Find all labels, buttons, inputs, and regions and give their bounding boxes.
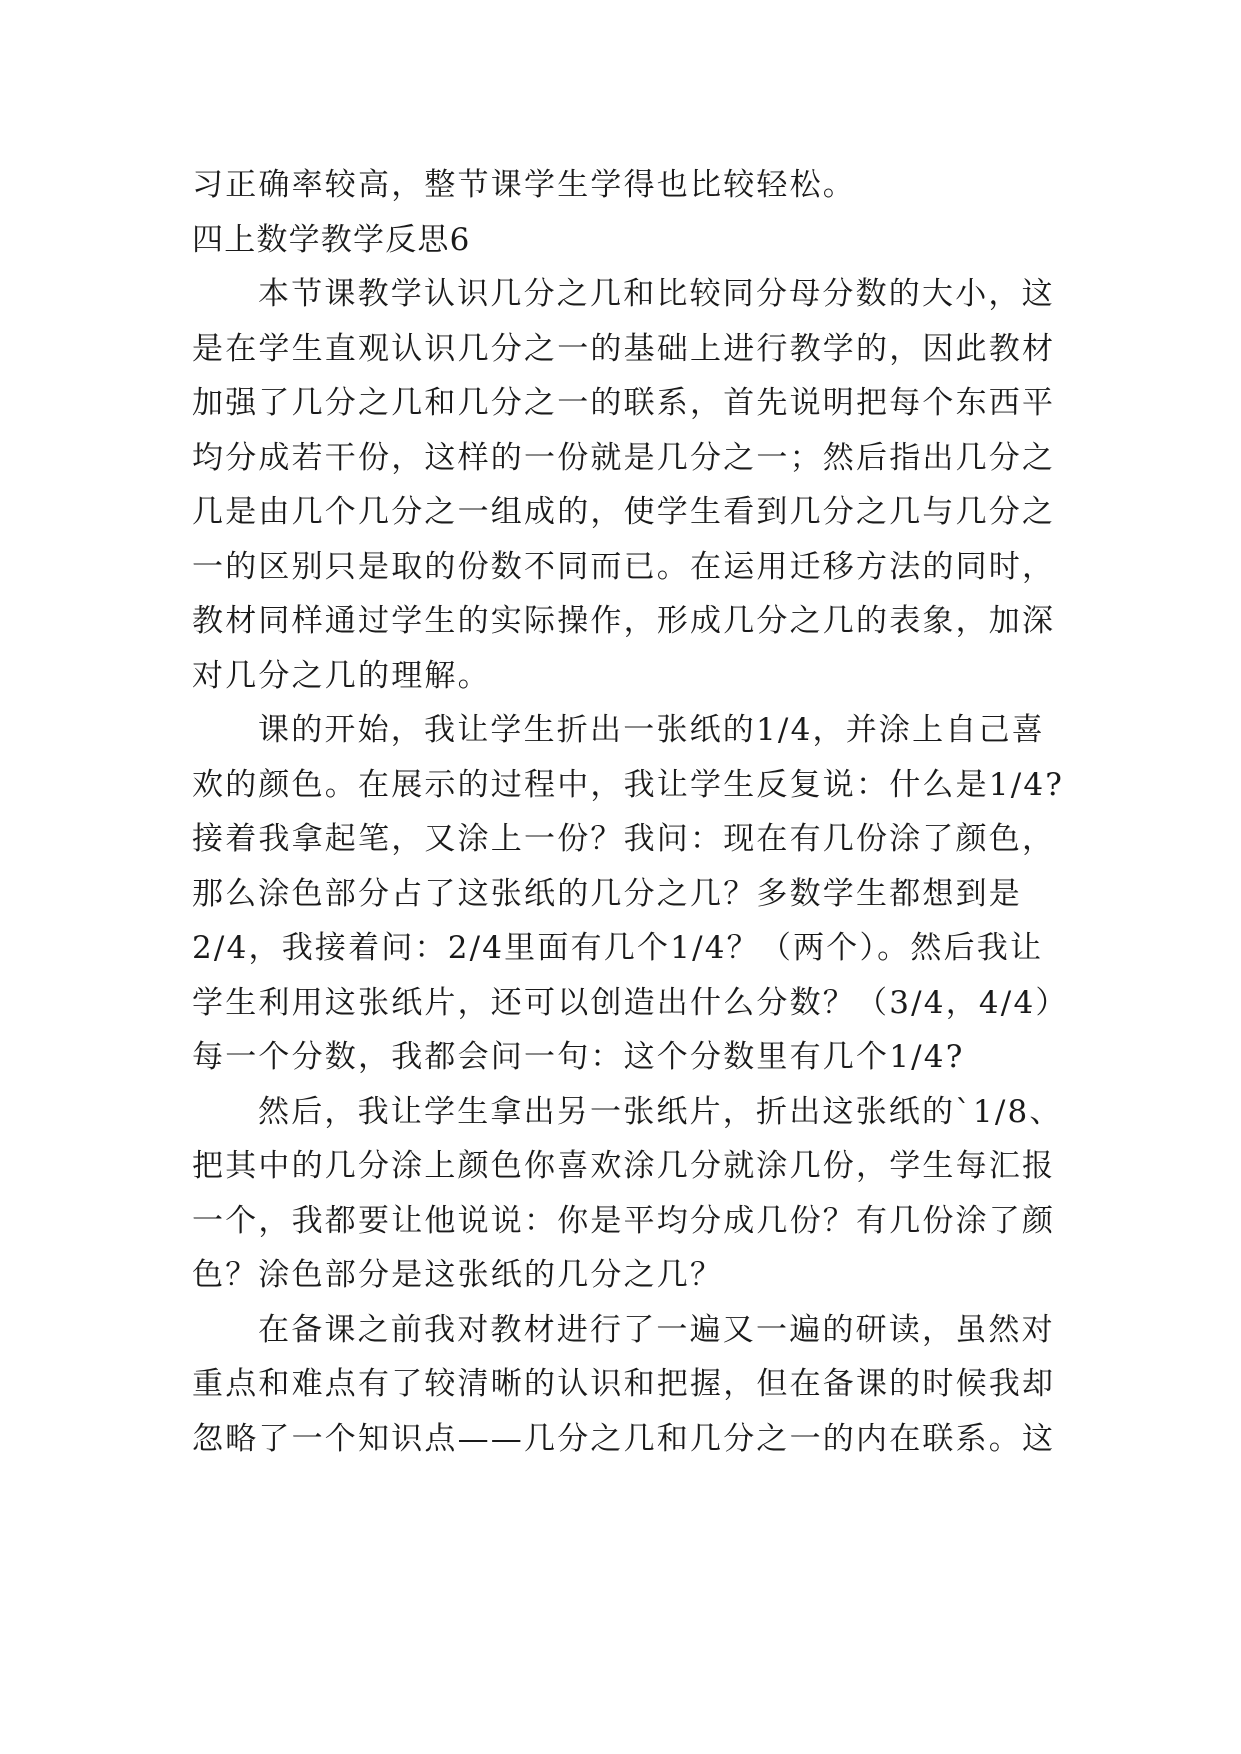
text-line: 对几分之几的理解。: [192, 657, 491, 694]
text-line: 几是由几个几分之一组成的，使学生看到几分之几与几分之: [192, 494, 1056, 530]
text-line: 均分成若干份，这样的一份就是几分之一；然后指出几分之: [192, 439, 1056, 476]
text-line: 在备课之前我对教材进行了一遍又一遍的研读，虽然对: [258, 1311, 1055, 1348]
text-line: 色？涂色部分是这张纸的几分之几？: [192, 1257, 724, 1293]
text-line: 一个，我都要让他说说：你是平均分成几份？有几份涂了颜: [192, 1202, 1056, 1239]
text-line: 是在学生直观认识几分之一的基础上进行教学的，因此教材: [192, 330, 1056, 367]
text-line: 习正确率较高，整节课学生学得也比较轻松。: [192, 167, 856, 203]
text-line: 教材同样通过学生的实际操作，形成几分之几的表象，加深: [192, 603, 1056, 639]
text-line: 一的区别只是取的份数不同而已。在运用迁移方法的同时，: [192, 548, 1056, 585]
text-line: 本节课教学认识几分之几和比较同分母分数的大小，这: [258, 276, 1055, 312]
text-line: 学生利用这张纸片，还可以创造出什么分数？（3/4，4/4）: [192, 984, 1069, 1021]
document-body: [192, 158, 1069, 1466]
text-line: 2/4，我接着问：2/4里面有几个1/4？（两个）。然后我让: [192, 930, 1044, 966]
text-line: 然后，我让学生拿出另一张纸片，折出这张纸的`1/8、: [258, 1093, 1063, 1130]
text-line: 重点和难点有了较清晰的认识和把握，但在备课的时候我却: [192, 1366, 1056, 1402]
text-line: 接着我拿起笔，又涂上一份？我问：现在有几份涂了颜色，: [192, 821, 1056, 857]
text-line: 课的开始，我让学生折出一张纸的1/4，并涂上自己喜: [258, 712, 1045, 748]
text-line: 把其中的几分涂上颜色你喜欢涂几分就涂几份，学生每汇报: [192, 1148, 1056, 1184]
text-line: 忽略了一个知识点——几分之几和几分之一的内在联系。这: [192, 1420, 1056, 1457]
text-line: 每一个分数，我都会问一句：这个分数里有几个1/4?: [192, 1039, 965, 1075]
text-line: 加强了几分之几和几分之一的联系，首先说明把每个东西平: [192, 385, 1056, 421]
section-heading: 四上数学教学反思6: [192, 221, 471, 258]
text-line: 欢的颜色。在展示的过程中，我让学生反复说：什么是1/4?: [192, 766, 1065, 803]
text-line: 那么涂色部分占了这张纸的几分之几？多数学生都想到是: [192, 875, 1022, 912]
